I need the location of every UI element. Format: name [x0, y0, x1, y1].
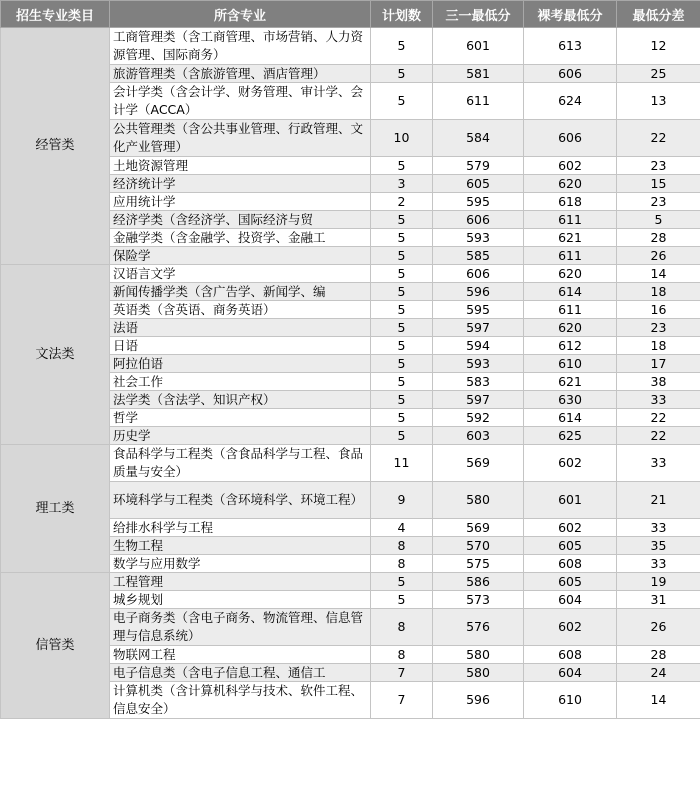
major-cell: 数学与应用数学: [110, 555, 371, 573]
plan-count-cell: 5: [371, 373, 433, 391]
major-cell: 法学类（含法学、知识产权）: [110, 391, 371, 409]
plan-count-cell: 11: [371, 445, 433, 482]
category-cell: 经管类: [1, 28, 110, 265]
major-cell: 应用统计学: [110, 193, 371, 211]
plan-count-cell: 8: [371, 646, 433, 664]
min-score-diff-cell: 26: [617, 609, 700, 646]
major-cell: 生物工程: [110, 537, 371, 555]
sanyi-min-score-cell: 606: [433, 211, 524, 229]
sanyi-min-score-cell: 603: [433, 427, 524, 445]
major-cell: 汉语言文学: [110, 265, 371, 283]
min-score-diff-cell: 23: [617, 319, 700, 337]
min-score-diff-cell: 17: [617, 355, 700, 373]
plan-count-cell: 5: [371, 247, 433, 265]
luokao-min-score-cell: 625: [524, 427, 617, 445]
min-score-diff-cell: 33: [617, 445, 700, 482]
min-score-diff-cell: 16: [617, 301, 700, 319]
header-majors: 所含专业: [110, 1, 371, 28]
plan-count-cell: 5: [371, 211, 433, 229]
major-cell: 城乡规划: [110, 591, 371, 609]
sanyi-min-score-cell: 581: [433, 65, 524, 83]
min-score-diff-cell: 25: [617, 65, 700, 83]
luokao-min-score-cell: 620: [524, 265, 617, 283]
luokao-min-score-cell: 620: [524, 175, 617, 193]
major-cell: 电子商务类（含电子商务、物流管理、信息管理与信息系统）: [110, 609, 371, 646]
sanyi-min-score-cell: 592: [433, 409, 524, 427]
plan-count-cell: 5: [371, 573, 433, 591]
min-score-diff-cell: 23: [617, 193, 700, 211]
plan-count-cell: 5: [371, 229, 433, 247]
sanyi-min-score-cell: 585: [433, 247, 524, 265]
major-cell: 阿拉伯语: [110, 355, 371, 373]
major-cell: 公共管理类（含公共事业管理、行政管理、文化产业管理）: [110, 120, 371, 157]
plan-count-cell: 8: [371, 537, 433, 555]
major-cell: 保险学: [110, 247, 371, 265]
major-cell: 英语类（含英语、商务英语）: [110, 301, 371, 319]
sanyi-min-score-cell: 597: [433, 319, 524, 337]
plan-count-cell: 5: [371, 83, 433, 120]
header-plan-count: 计划数: [371, 1, 433, 28]
plan-count-cell: 5: [371, 355, 433, 373]
plan-count-cell: 8: [371, 555, 433, 573]
plan-count-cell: 5: [371, 319, 433, 337]
luokao-min-score-cell: 604: [524, 664, 617, 682]
min-score-diff-cell: 22: [617, 120, 700, 157]
sanyi-min-score-cell: 586: [433, 573, 524, 591]
sanyi-min-score-cell: 576: [433, 609, 524, 646]
sanyi-min-score-cell: 584: [433, 120, 524, 157]
min-score-diff-cell: 33: [617, 391, 700, 409]
luokao-min-score-cell: 606: [524, 120, 617, 157]
plan-count-cell: 7: [371, 682, 433, 719]
plan-count-cell: 5: [371, 337, 433, 355]
luokao-min-score-cell: 621: [524, 373, 617, 391]
sanyi-min-score-cell: 594: [433, 337, 524, 355]
sanyi-min-score-cell: 611: [433, 83, 524, 120]
sanyi-min-score-cell: 569: [433, 445, 524, 482]
plan-count-cell: 5: [371, 28, 433, 65]
major-cell: 日语: [110, 337, 371, 355]
sanyi-min-score-cell: 573: [433, 591, 524, 609]
header-min-score-diff: 最低分差: [617, 1, 700, 28]
plan-count-cell: 5: [371, 157, 433, 175]
luokao-min-score-cell: 608: [524, 555, 617, 573]
luokao-min-score-cell: 610: [524, 682, 617, 719]
table-row: [1, 265, 700, 283]
luokao-min-score-cell: 612: [524, 337, 617, 355]
min-score-diff-cell: 31: [617, 591, 700, 609]
major-cell: 计算机类（含计算机科学与技术、软件工程、信息安全）: [110, 682, 371, 719]
min-score-diff-cell: 38: [617, 373, 700, 391]
luokao-min-score-cell: 608: [524, 646, 617, 664]
luokao-min-score-cell: 611: [524, 247, 617, 265]
min-score-diff-cell: 33: [617, 519, 700, 537]
luokao-min-score-cell: 614: [524, 283, 617, 301]
major-cell: 会计学类（含会计学、财务管理、审计学、会计学（ACCA）: [110, 83, 371, 120]
min-score-diff-cell: 23: [617, 157, 700, 175]
major-cell: 法语: [110, 319, 371, 337]
sanyi-min-score-cell: 606: [433, 265, 524, 283]
sanyi-min-score-cell: 596: [433, 682, 524, 719]
major-cell: 电子信息类（含电子信息工程、通信工: [110, 664, 371, 682]
major-cell: 工商管理类（含工商管理、市场营销、人力资源管理、国际商务）: [110, 28, 371, 65]
major-cell: 社会工作: [110, 373, 371, 391]
category-cell: 文法类: [1, 265, 110, 445]
table-row: [1, 28, 700, 65]
min-score-diff-cell: 21: [617, 482, 700, 519]
sanyi-min-score-cell: 605: [433, 175, 524, 193]
major-cell: 工程管理: [110, 573, 371, 591]
sanyi-min-score-cell: 597: [433, 391, 524, 409]
plan-count-cell: 5: [371, 301, 433, 319]
major-cell: 物联网工程: [110, 646, 371, 664]
plan-count-cell: 4: [371, 519, 433, 537]
major-cell: 食品科学与工程类（含食品科学与工程、食品质量与安全）: [110, 445, 371, 482]
min-score-diff-cell: 5: [617, 211, 700, 229]
table-body: [1, 28, 700, 719]
plan-count-cell: 5: [371, 65, 433, 83]
luokao-min-score-cell: 604: [524, 591, 617, 609]
min-score-diff-cell: 18: [617, 283, 700, 301]
sanyi-min-score-cell: 570: [433, 537, 524, 555]
major-cell: 土地资源管理: [110, 157, 371, 175]
luokao-min-score-cell: 602: [524, 519, 617, 537]
sanyi-min-score-cell: 579: [433, 157, 524, 175]
sanyi-min-score-cell: 580: [433, 646, 524, 664]
luokao-min-score-cell: 621: [524, 229, 617, 247]
luokao-min-score-cell: 602: [524, 157, 617, 175]
luokao-min-score-cell: 611: [524, 301, 617, 319]
sanyi-min-score-cell: 593: [433, 355, 524, 373]
sanyi-min-score-cell: 601: [433, 28, 524, 65]
major-cell: 旅游管理类（含旅游管理、酒店管理）: [110, 65, 371, 83]
plan-count-cell: 5: [371, 409, 433, 427]
min-score-diff-cell: 22: [617, 427, 700, 445]
plan-count-cell: 8: [371, 609, 433, 646]
min-score-diff-cell: 12: [617, 28, 700, 65]
major-cell: 经济学类（含经济学、国际经济与贸: [110, 211, 371, 229]
table-row: [1, 445, 700, 482]
min-score-diff-cell: 14: [617, 682, 700, 719]
sanyi-min-score-cell: 580: [433, 482, 524, 519]
luokao-min-score-cell: 606: [524, 65, 617, 83]
luokao-min-score-cell: 620: [524, 319, 617, 337]
major-cell: 金融学类（含金融学、投资学、金融工: [110, 229, 371, 247]
plan-count-cell: 5: [371, 283, 433, 301]
sanyi-min-score-cell: 569: [433, 519, 524, 537]
luokao-min-score-cell: 602: [524, 445, 617, 482]
min-score-diff-cell: 22: [617, 409, 700, 427]
major-cell: 给排水科学与工程: [110, 519, 371, 537]
min-score-diff-cell: 13: [617, 83, 700, 120]
sanyi-min-score-cell: 595: [433, 301, 524, 319]
sanyi-min-score-cell: 595: [433, 193, 524, 211]
luokao-min-score-cell: 613: [524, 28, 617, 65]
min-score-diff-cell: 35: [617, 537, 700, 555]
min-score-diff-cell: 33: [617, 555, 700, 573]
luokao-min-score-cell: 601: [524, 482, 617, 519]
plan-count-cell: 2: [371, 193, 433, 211]
plan-count-cell: 5: [371, 591, 433, 609]
sanyi-min-score-cell: 583: [433, 373, 524, 391]
category-cell: 信管类: [1, 573, 110, 719]
min-score-diff-cell: 28: [617, 229, 700, 247]
min-score-diff-cell: 19: [617, 573, 700, 591]
luokao-min-score-cell: 605: [524, 573, 617, 591]
plan-count-cell: 5: [371, 265, 433, 283]
min-score-diff-cell: 15: [617, 175, 700, 193]
min-score-diff-cell: 24: [617, 664, 700, 682]
plan-count-cell: 7: [371, 664, 433, 682]
category-cell: 理工类: [1, 445, 110, 573]
plan-count-cell: 10: [371, 120, 433, 157]
luokao-min-score-cell: 624: [524, 83, 617, 120]
luokao-min-score-cell: 611: [524, 211, 617, 229]
plan-count-cell: 3: [371, 175, 433, 193]
min-score-diff-cell: 26: [617, 247, 700, 265]
sanyi-min-score-cell: 593: [433, 229, 524, 247]
major-cell: 历史学: [110, 427, 371, 445]
luokao-min-score-cell: 614: [524, 409, 617, 427]
luokao-min-score-cell: 610: [524, 355, 617, 373]
plan-count-cell: 9: [371, 482, 433, 519]
sanyi-min-score-cell: 575: [433, 555, 524, 573]
major-cell: 环境科学与工程类（含环境科学、环境工程）: [110, 482, 371, 519]
luokao-min-score-cell: 630: [524, 391, 617, 409]
min-score-diff-cell: 18: [617, 337, 700, 355]
min-score-diff-cell: 14: [617, 265, 700, 283]
luokao-min-score-cell: 605: [524, 537, 617, 555]
plan-count-cell: 5: [371, 391, 433, 409]
table-row: [1, 573, 700, 591]
header-sanyi-min-score: 三一最低分: [433, 1, 524, 28]
header-luokao-min-score: 裸考最低分: [524, 1, 617, 28]
sanyi-min-score-cell: 596: [433, 283, 524, 301]
major-cell: 经济统计学: [110, 175, 371, 193]
major-cell: 新闻传播学类（含广告学、新闻学、编: [110, 283, 371, 301]
major-cell: 哲学: [110, 409, 371, 427]
plan-count-cell: 5: [371, 427, 433, 445]
header-category: 招生专业类目: [1, 1, 110, 28]
luokao-min-score-cell: 618: [524, 193, 617, 211]
header-row: [1, 1, 700, 28]
sanyi-min-score-cell: 580: [433, 664, 524, 682]
min-score-diff-cell: 28: [617, 646, 700, 664]
luokao-min-score-cell: 602: [524, 609, 617, 646]
